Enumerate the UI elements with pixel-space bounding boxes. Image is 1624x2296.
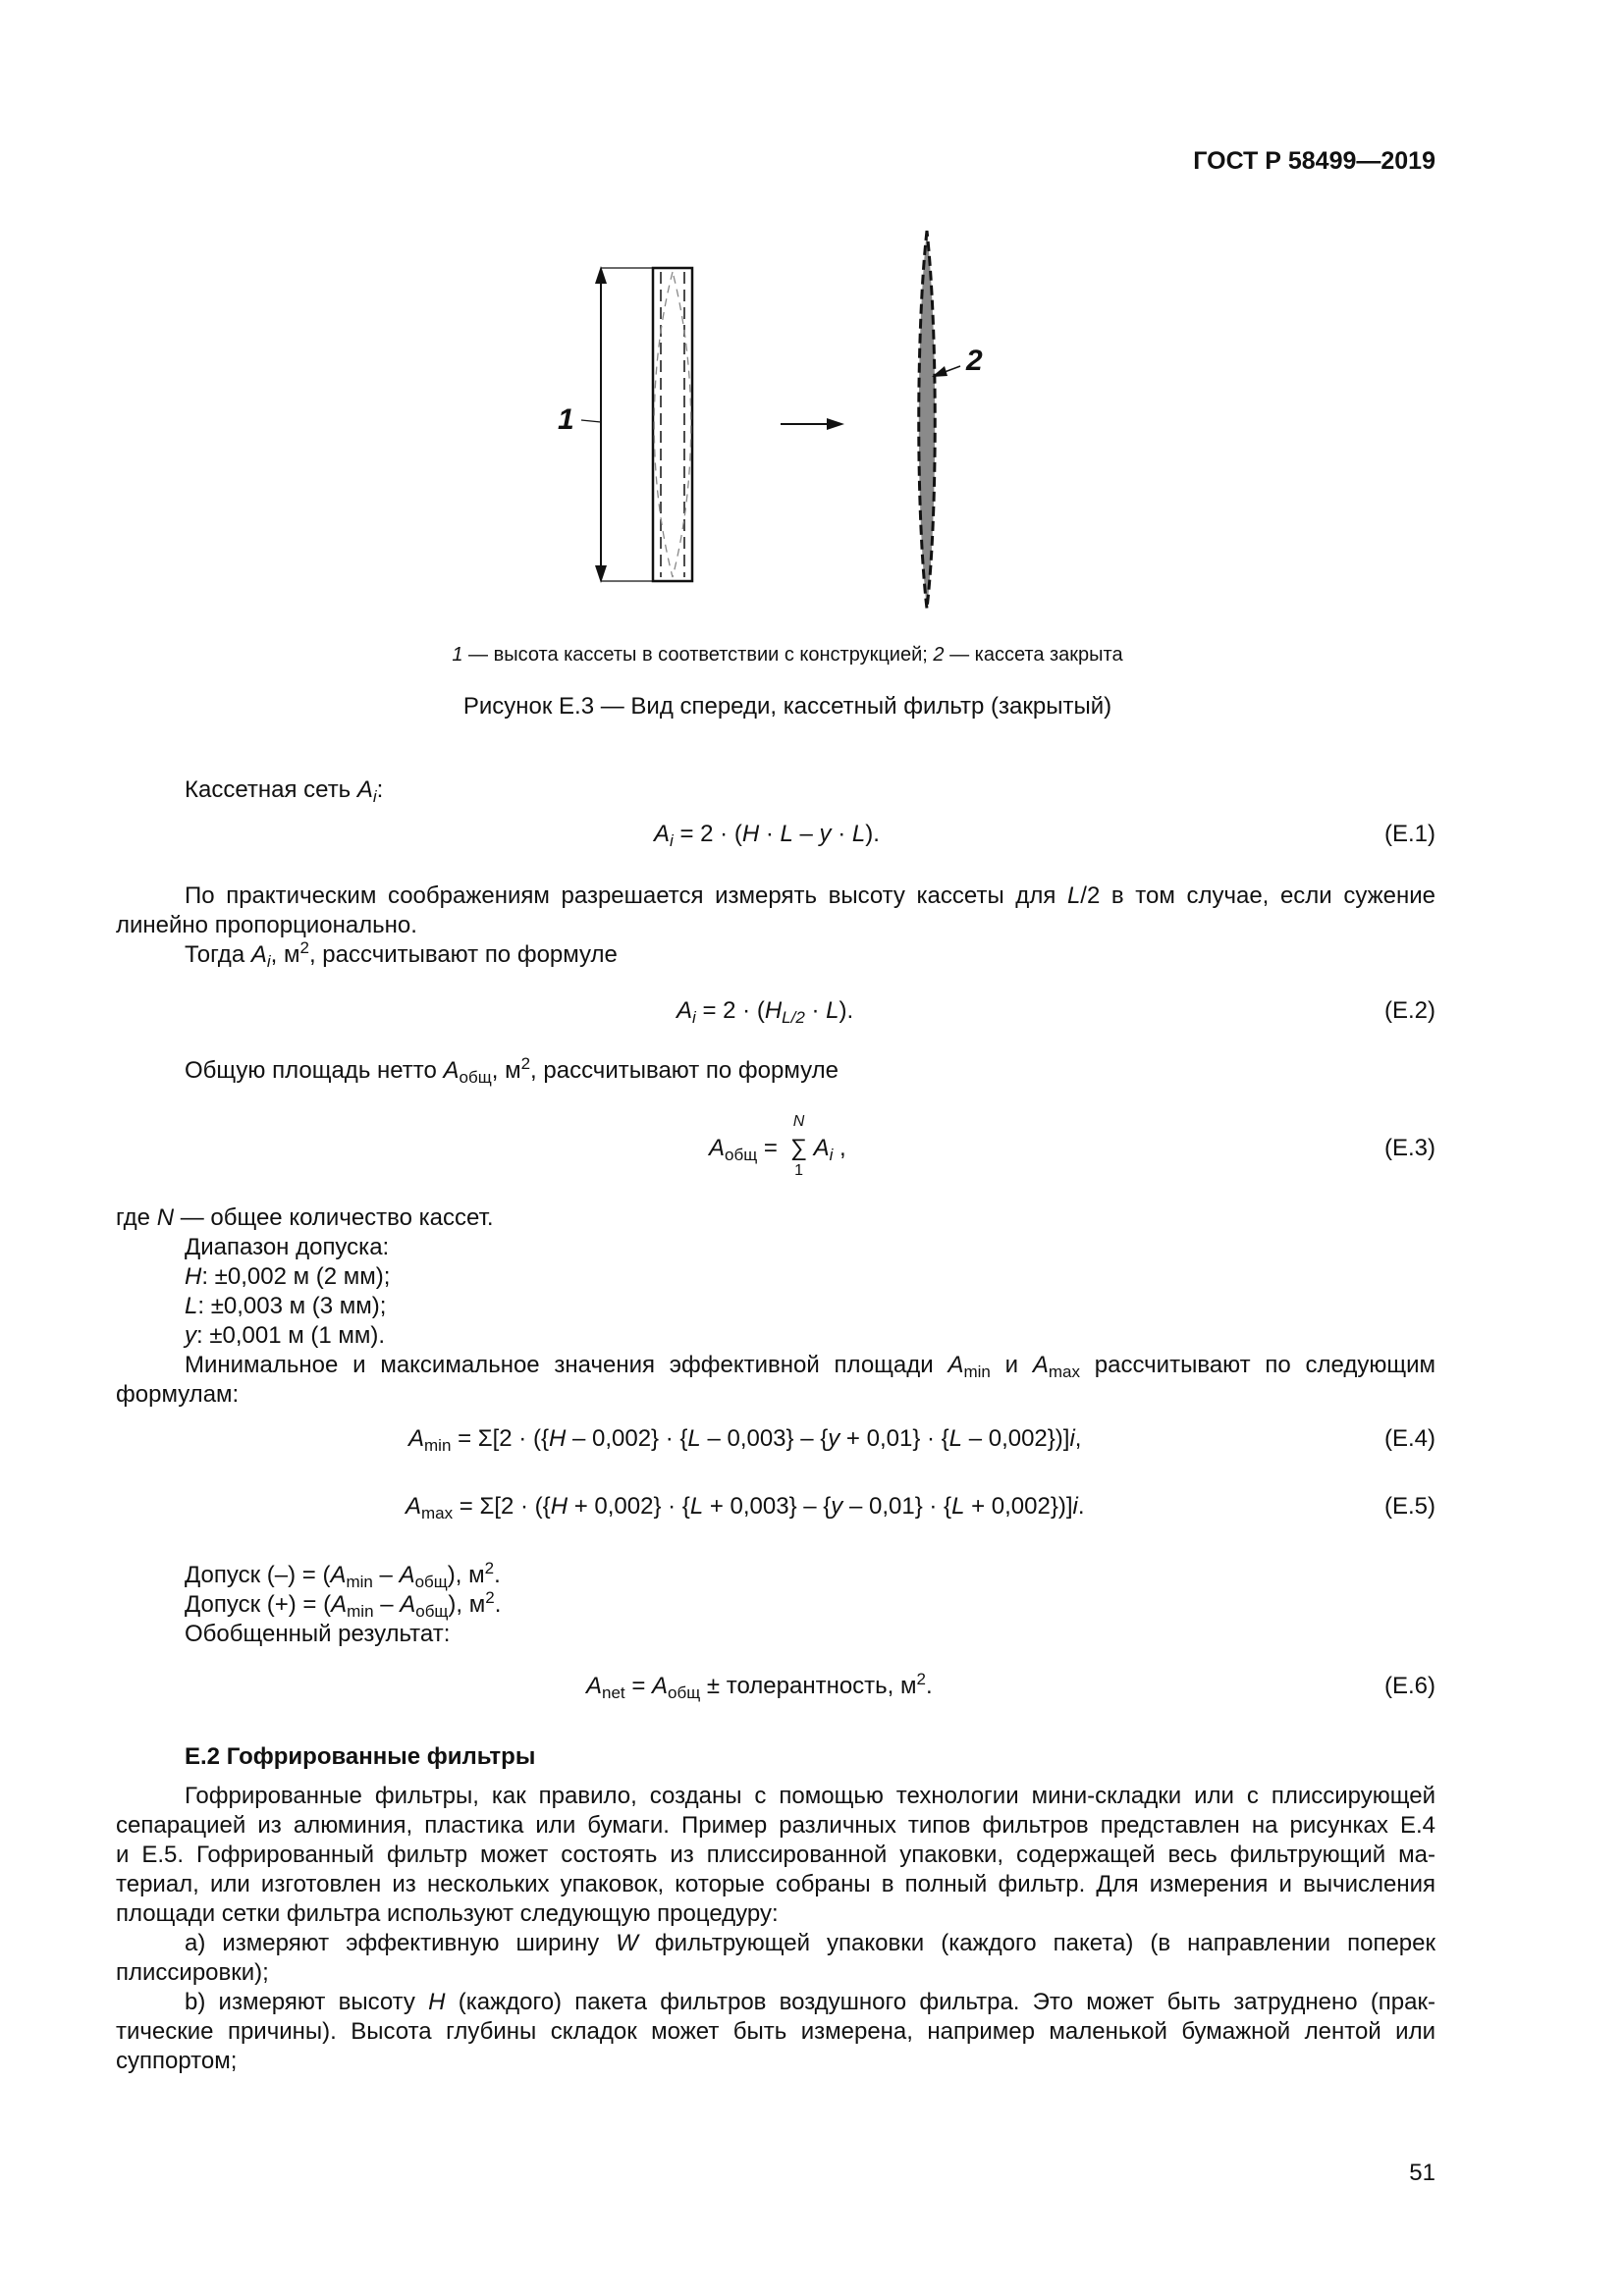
paragraph-minmax: Минимальное и максимальное значения эффективной площади $A_{min}$ и $A_{max}$ рассчитывают по следующим — [185, 1352, 1435, 1381]
equation-e3: $A_{общ}$ = N ∑ 1 $A_i$ , — [709, 1113, 846, 1179]
equation-number-e3: (Е.3) — [1383, 1135, 1435, 1161]
dimension-arrow-top — [595, 266, 607, 284]
equation-e1: $A_i = 2 \cdot (H \cdot L - y \cdot L)$. — [654, 821, 880, 850]
section-paragraph-line5: площади сетки фильтра используют следующую процедуру: — [116, 1900, 779, 1927]
figure-label-1: 1 — [558, 403, 574, 436]
equation-number-e1: (Е.1) — [1383, 821, 1435, 847]
cassette-open — [653, 268, 692, 581]
paragraph-minmax-line2: формулам: — [116, 1381, 240, 1408]
paragraph-total-area: Общую площадь нетто $A_{общ}$, $м^2$, рассчитывают по формуле — [185, 1054, 839, 1087]
tolerance-h: H: ±0,002 м (2 мм); — [185, 1263, 391, 1290]
tolerance-y: y: ±0,001 м (1 мм). — [185, 1322, 386, 1349]
equation-e4: $A_{min} = \Sigma[2 \cdot (\{H - 0,002\} \cdot \{L - 0,003\} - \{y + 0,01\} \cdot \{L - 0,002\})]i$, — [408, 1425, 1082, 1455]
list-item-b: b) измеряют высоту H (каждого) пакета фильтров воздушного фильтра. Это может быть затруднено (прак- — [185, 1989, 1435, 2015]
dimension-arrow-bottom — [595, 565, 607, 583]
list-item-b-line3: суппортом; — [116, 2048, 238, 2074]
equation-number-e5: (Е.5) — [1383, 1493, 1435, 1520]
page-number: 51 — [1409, 2160, 1435, 2186]
section-title-e2: Е.2 Гофрированные фильтры — [185, 1743, 536, 1770]
transition-arrow-head — [827, 418, 844, 430]
list-item-b-line2: тические причины). Высота глубины складок может быть измерена, например маленькой бумажной лентой или — [116, 2018, 1435, 2045]
section-paragraph-line1: Гофрированные фильтры, как правило, созданы с помощью технологии мини-складки или с плиссирующей — [185, 1783, 1435, 1809]
tolerance-minus: Допуск (–) = $(A_{min} - A_{общ})$, $м^2$. — [185, 1559, 501, 1591]
paragraph-where-n: где N — общее количество кассет. — [116, 1204, 494, 1231]
equation-number-e6: (Е.6) — [1383, 1673, 1435, 1699]
figure-label-2: 2 — [966, 345, 983, 377]
section-paragraph-line4: териал, или изготовлен из нескольких упаковок, которые собраны в полный фильтр. Для измерения и вычисления — [116, 1871, 1435, 1897]
section-paragraph-line2: сепарацией из алюминия, пластика или бумаги. Пример различных типов фильтров представлен на рисунках Е.4 — [116, 1812, 1435, 1839]
paragraph-practical: По практическим соображениям разрешается измерять высоту кассеты для L/2 в том случае, если сужение — [185, 882, 1436, 909]
equation-number-e4: (Е.4) — [1383, 1425, 1435, 1452]
figure-legend: 1 — высота кассеты в соответствии с конструкцией; 2 — кассета закрыта — [452, 644, 1123, 666]
tolerance-plus: Допуск (+) = $(A_{min} - A_{общ})$, $м^2$. — [185, 1588, 502, 1621]
cassette-closed — [919, 231, 936, 609]
equation-e6: $A_{net} = A_{общ}$ ± толерантность, $м^2$. — [586, 1670, 933, 1702]
list-item-a-line2: плиссировки); — [116, 1959, 269, 1986]
figure-title: Рисунок Е.3 — Вид спереди, кассетный фильтр (закрытый) — [462, 693, 1112, 720]
tolerance-title: Диапазон допуска: — [185, 1234, 390, 1260]
tolerance-l: L: ±0,003 м (3 мм); — [185, 1293, 387, 1319]
generalized-result: Обобщенный результат: — [185, 1621, 451, 1647]
figure-drawing — [530, 221, 1060, 623]
document-id: ГОСТ Р 58499—2019 — [1193, 147, 1435, 175]
figure-e3 — [530, 221, 1060, 623]
leader-line-1 — [581, 420, 601, 422]
equation-e5: $A_{max} = \Sigma[2 \cdot (\{H + 0,002\} \cdot \{L + 0,003\} - \{y - 0,01\} \cdot \{L + 0,002\})]i$. — [406, 1493, 1085, 1522]
paragraph-cassette-net: Кассетная сеть $A_i$: — [185, 776, 384, 806]
list-item-a: a) измеряют эффективную ширину W фильтрующей упаковки (каждого пакета) (в направлении поперек — [185, 1930, 1435, 1956]
cassette-dashed-ellipse — [654, 272, 691, 577]
section-paragraph-line3: и Е.5. Гофрированный фильтр может состоять из плиссированной упаковки, содержащей весь фильтрующий ма- — [116, 1842, 1435, 1868]
sum-symbol: N ∑ 1 — [790, 1113, 808, 1179]
equation-e2: $A_i = 2 \cdot (H_{L/2} \cdot L)$. — [677, 997, 854, 1027]
equation-number-e2: (Е.2) — [1383, 997, 1435, 1024]
paragraph-then: Тогда $A_i$, $м^2$, рассчитывают по формуле — [185, 938, 618, 971]
paragraph-practical-line2: линейно пропорционально. — [116, 912, 417, 938]
